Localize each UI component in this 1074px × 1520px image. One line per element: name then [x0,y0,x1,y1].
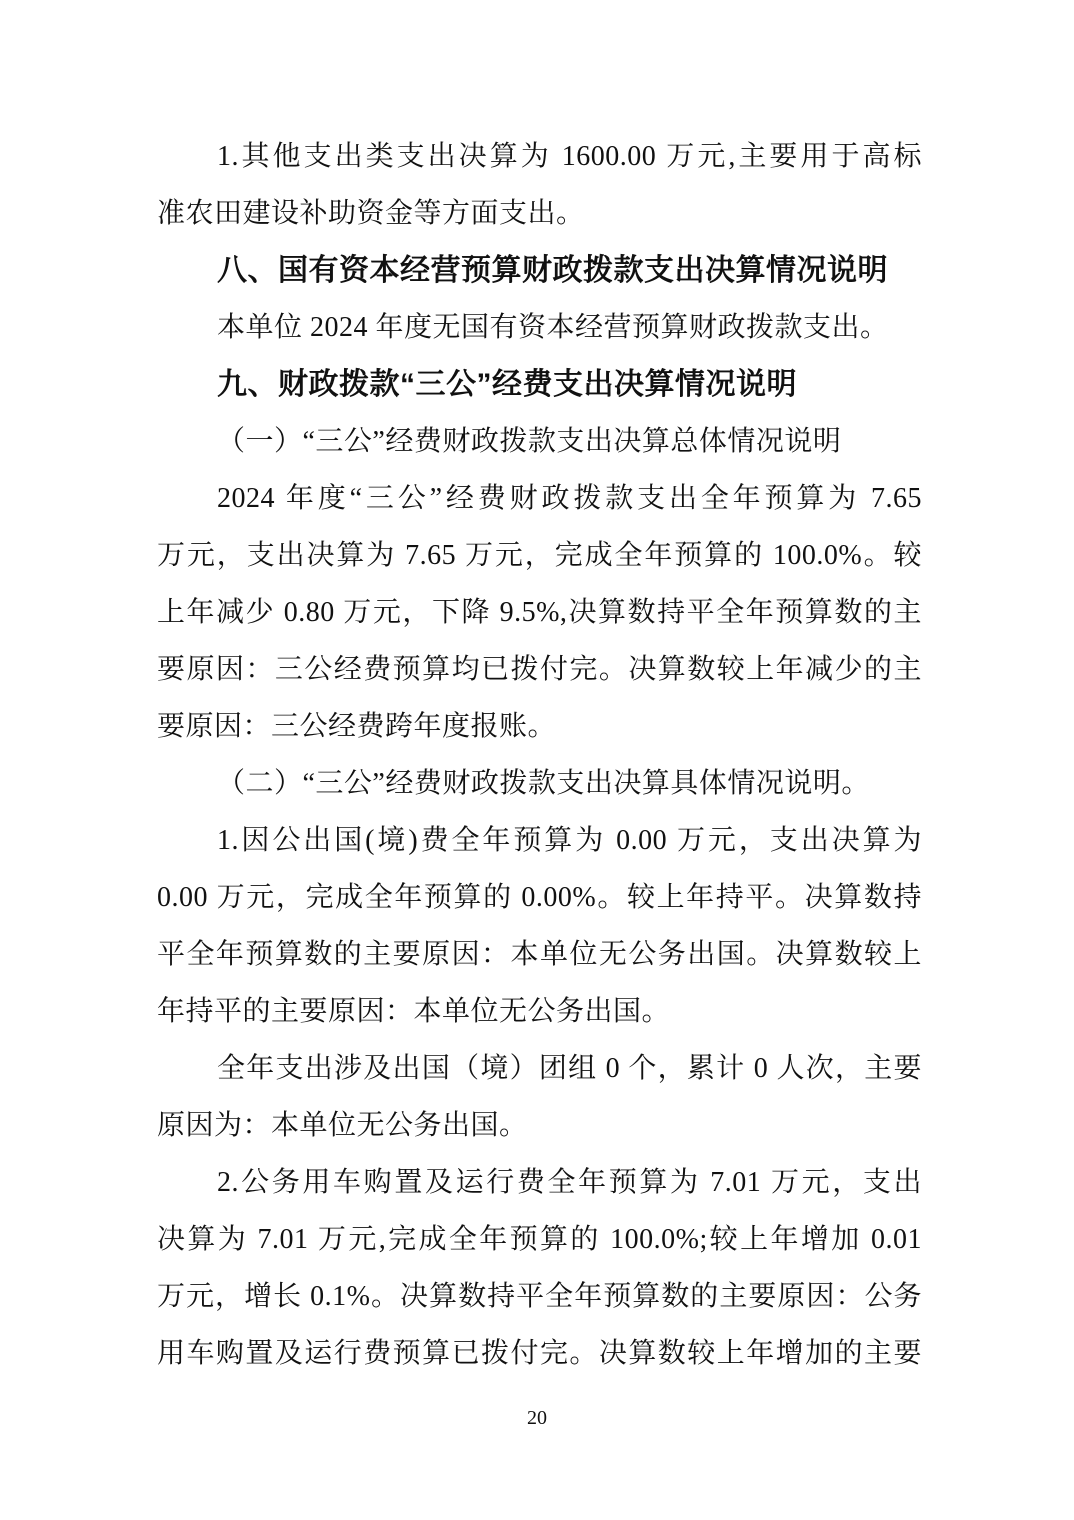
paragraph-overall-line: 2024 年度“三公”经费财政拨款支出全年预算为 7.65 [217,483,922,514]
page-number: 20 [527,1407,547,1429]
subsection-heading-1: （一）“三公”经费财政拨款支出决算总体情况说明 [217,426,842,457]
paragraph-abroad-line: 1.因公出国(境)费全年预算为 0.00 万元，支出决算为 [217,825,922,856]
section-heading-9: 九、财政拨款“三公”经费支出决算情况说明 [217,368,797,401]
paragraph-vehicle-line: 用车购置及运行费预算已拨付完。决算数较上年增加的主要 [157,1338,922,1369]
paragraph-vehicle-line: 决算为 7.01 万元,完成全年预算的 100.0%;较上年增加 0.01 [157,1224,922,1255]
subsection-heading-2: （二）“三公”经费财政拨款支出决算具体情况说明。 [217,768,870,799]
paragraph-overall-line: 要原因：三公经费跨年度报账。 [157,711,557,742]
paragraph-abroad-line: 平全年预算数的主要原因：本单位无公务出国。决算数较上 [157,939,922,970]
paragraph-overall-line: 万元，支出决算为 7.65 万元，完成全年预算的 100.0%。较 [157,540,922,571]
paragraph-groups-line: 全年支出涉及出国（境）团组 0 个，累计 0 人次，主要 [217,1053,922,1084]
paragraph-abroad-line: 0.00 万元，完成全年预算的 0.00%。较上年持平。决算数持 [157,882,922,913]
document-content [157,128,922,1382]
paragraph-other-expense-line: 准农田建设补助资金等方面支出。 [157,198,585,229]
paragraph-other-expense-line: 1.其他支出类支出决算为 1600.00 万元,主要用于高标 [217,141,922,172]
paragraph-overall-line: 要原因：三公经费预算均已拨付完。决算数较上年减少的主 [157,654,922,685]
paragraph-no-state-capital-line: 本单位 2024 年度无国有资本经营预算财政拨款支出。 [217,312,889,343]
paragraph-vehicle-line: 万元，增长 0.1%。决算数持平全年预算数的主要原因：公务 [157,1281,922,1312]
paragraph-vehicle-line: 2.公务用车购置及运行费全年预算为 7.01 万元，支出 [217,1167,922,1198]
paragraph-groups-line: 原因为：本单位无公务出国。 [157,1110,528,1141]
paragraph-abroad-line: 年持平的主要原因：本单位无公务出国。 [157,996,671,1027]
paragraph-overall-line: 上年减少 0.80 万元，下降 9.5%,决算数持平全年预算数的主 [157,597,922,628]
section-heading-8: 八、国有资本经营预算财政拨款支出决算情况说明 [217,254,888,287]
